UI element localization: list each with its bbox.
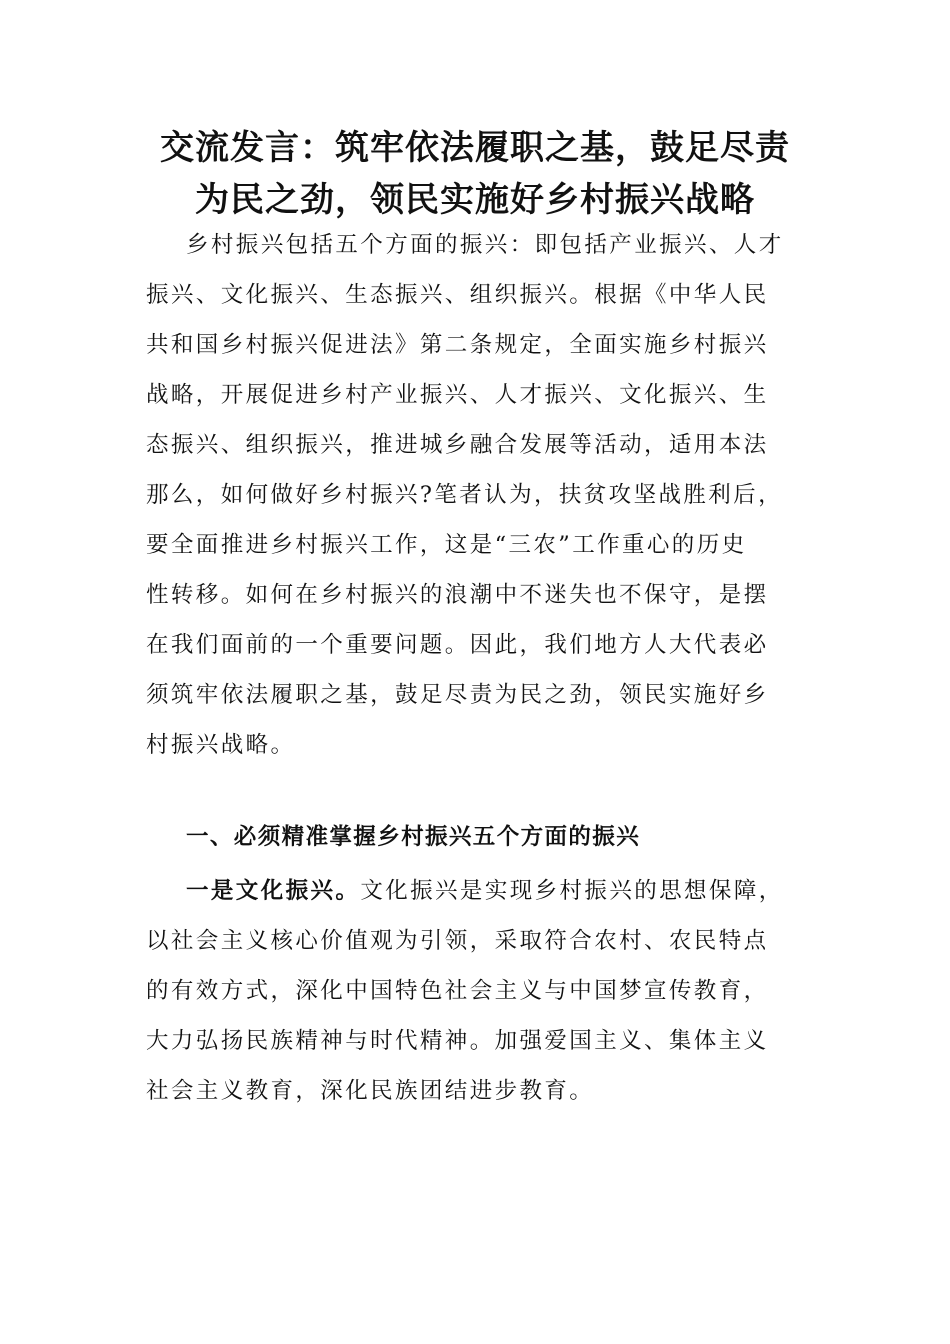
paragraph-line: 共和国乡村振兴促进法》第二条规定，全面实施乡村振兴 [146,332,769,358]
paragraph-line: 以社会主义核心价值观为引领，采取符合农村、农民特点 [146,928,769,954]
paragraph-line: 那么，如何做好乡村振兴?笔者认为，扶贫攻坚战胜利后， [146,482,783,508]
paragraph-line: 须筑牢依法履职之基，鼓足尽责为民之劲，领民实施好乡 [146,682,769,708]
document-title [100,122,850,226]
paragraph-line: 性转移。如何在乡村振兴的浪潮中不迷失也不保守，是摆 [146,582,769,608]
section-heading: 一、必须精准掌握乡村振兴五个方面的振兴 [186,824,641,850]
paragraph-line: 社会主义教育，深化民族团结进步教育。 [146,1078,595,1104]
paragraph-line: 要全面推进乡村振兴工作，这是“三农”工作重心的历史 [146,532,747,558]
intro-paragraph [146,220,808,770]
title-line-1: 交流发言：筑牢依法履职之基，鼓足尽责 [160,128,790,168]
title-line-2: 为民之劲，领民实施好乡村振兴战略 [195,180,755,220]
paragraph-lead: 一是文化振兴。 [186,878,361,904]
paragraph-line-rest: 文化振兴是实现乡村振兴的思想保障， [360,878,784,904]
culture-paragraph [146,866,808,1116]
paragraph-line: 的有效方式，深化中国特色社会主义与中国梦宣传教育， [146,978,769,1004]
paragraph-line: 态振兴、组织振兴，推进城乡融合发展等活动，适用本法 [146,432,769,458]
paragraph-line [146,866,808,916]
paragraph-line: 振兴、文化振兴、生态振兴、组织振兴。根据《中华人民 [146,282,769,308]
paragraph-line: 乡村振兴包括五个方面的振兴：即包括产业振兴、人才 [186,232,784,258]
paragraph-line: 在我们面前的一个重要问题。因此，我们地方人大代表必 [146,632,769,658]
paragraph-line: 战略，开展促进乡村产业振兴、人才振兴、文化振兴、生 [146,382,769,408]
paragraph-line: 村振兴战略。 [146,732,296,758]
paragraph-line: 大力弘扬民族精神与时代精神。加强爱国主义、集体主义 [146,1028,769,1054]
